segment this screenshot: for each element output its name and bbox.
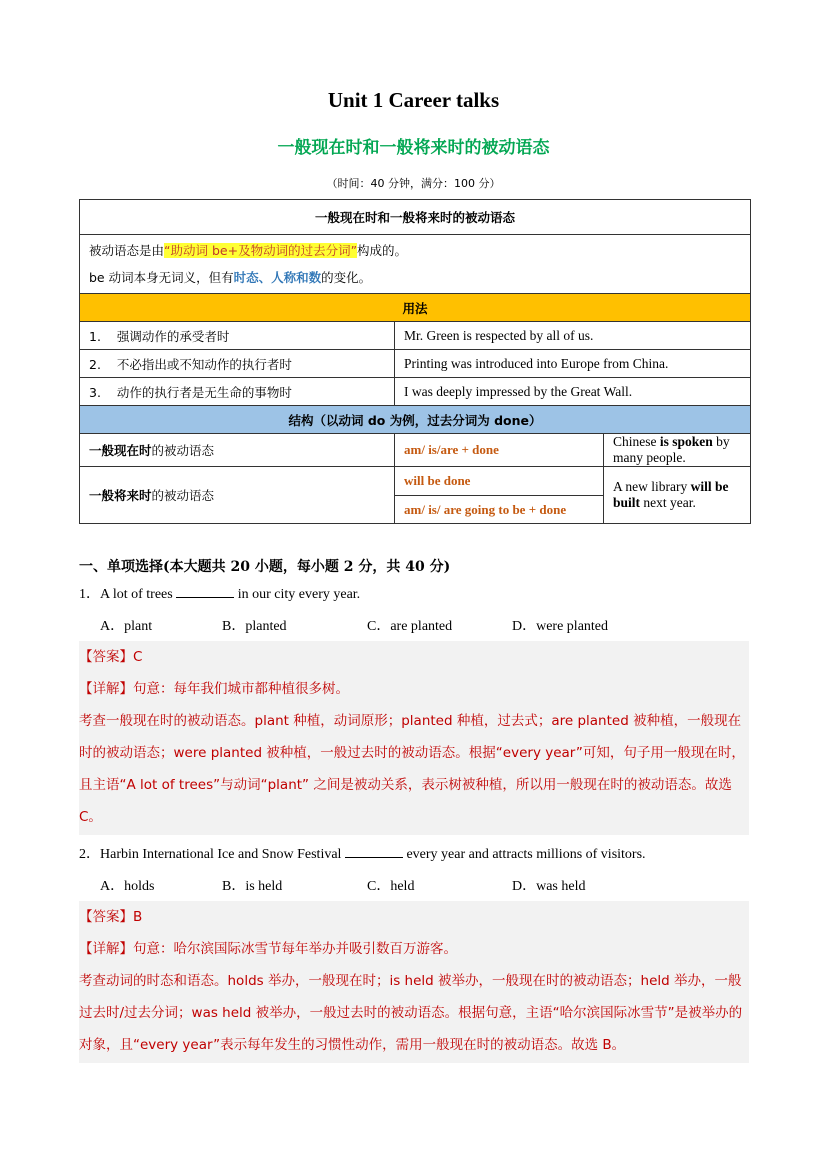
usage-example: Mr. Green is respected by all of us.	[395, 322, 751, 350]
future-label: 一般将来时的被动语态	[80, 467, 395, 524]
question-1-stem: 1．A lot of trees in our city every year.	[79, 587, 361, 602]
usage-row	[80, 378, 751, 406]
detail-line: 【详解】句意：哈尔滨国际冰雪节每年举办并吸引数百万游客。	[79, 941, 457, 957]
question-1-option-c[interactable]: C．are planted	[367, 619, 453, 634]
question-2-option-d[interactable]: D．was held	[512, 879, 586, 894]
page-title: Unit 1 Career talks	[327, 88, 500, 112]
time-info: （时间：40 分钟，满分：100 分）	[326, 177, 501, 190]
usage-text: 1. 强调动作的承受者时	[80, 322, 395, 350]
definition-blue-text: 时态、人称和数	[233, 270, 322, 285]
present-row	[80, 434, 751, 467]
answer-blank	[176, 585, 234, 598]
definition-highlight: “助动词 be+及物动词的过去分词”	[164, 243, 358, 258]
question-2-stem: 2．Harbin International Ice and Snow Festival every year and attracts millions of visitors.	[79, 847, 646, 862]
present-form: am/ is/are + done	[395, 434, 604, 467]
usage-header: 用法	[80, 294, 751, 322]
structure-header: 结构（以动词 do 为例，过去分词为 done）	[80, 406, 751, 434]
definition-cell	[80, 235, 751, 294]
question-2-option-c[interactable]: C．held	[367, 879, 415, 894]
usage-row	[80, 350, 751, 378]
present-label: 一般现在时的被动语态	[80, 434, 395, 467]
future-form-2: am/ is/ are going to be + done	[395, 496, 604, 524]
future-row	[80, 467, 751, 496]
table-title: 一般现在时和一般将来时的被动语态	[80, 200, 751, 235]
question-2-option-a[interactable]: A．holds	[100, 879, 155, 894]
answer-line: 【答案】B	[79, 909, 143, 925]
question-1-option-a[interactable]: A．plant	[100, 619, 153, 634]
question-1-option-d[interactable]: D．were planted	[512, 619, 609, 634]
answer-line: 【答案】C	[79, 649, 143, 665]
definition-line-2: be 动词本身无词义，但有时态、人称和数的变化。	[89, 270, 372, 285]
usage-row	[80, 322, 751, 350]
question-2-option-b[interactable]: B．is held	[222, 879, 283, 894]
present-example: Chinese is spoken by many people.	[604, 434, 751, 467]
usage-text: 2. 不必指出或不知动作的执行者时	[80, 350, 395, 378]
answer-blank	[345, 845, 403, 858]
explanation: 考查一般现在时的被动语态。plant 种植，动词原形；planted 种植，过去式；are planted 被种植，一般现在时的被动语态；were planted 被种植，一般过去时的被动语态。根据“every year”可知，句子用一般现在时，且主语“A lot of trees”与动词“plant” 之间是被动关系，表示树被种植，所以用一般现在时的被动语态。故选 C。	[79, 713, 745, 825]
page-subtitle: 一般现在时和一般将来时的被动语态	[277, 138, 550, 158]
future-form-1: will be done	[395, 467, 604, 496]
usage-example: I was deeply impressed by the Great Wall.	[395, 378, 751, 406]
detail-line: 【详解】句意：每年我们城市都种植很多树。	[79, 681, 349, 697]
question-2-answer-box	[79, 901, 749, 1063]
future-example: A new library will be built next year.	[604, 467, 751, 524]
definition-line-1: 被动语态是由“助动词 be+及物动词的过去分词”构成的。	[89, 243, 408, 258]
usage-text: 3. 动作的执行者是无生命的事物时	[80, 378, 395, 406]
explanation: 考查动词的时态和语态。holds 举办，一般现在时；is held 被举办，一般现在时的被动语态；held 举办，一般过去时/过去分词；was held 被举办，一般过去时的被动语态。根据句意，主语“哈尔滨国际冰雪节”是被举办的对象，且“every year”表示每年发生的习惯性动作，需用一般现在时的被动语态。故选 B。	[79, 973, 743, 1053]
question-1-answer-box	[79, 641, 749, 835]
grammar-table	[79, 199, 751, 524]
question-1-option-b[interactable]: B．planted	[222, 619, 287, 634]
section-heading: 一、单项选择(本大题共 20 小题，每小题 2 分，共 40 分)	[79, 559, 451, 575]
usage-example: Printing was introduced into Europe from China.	[395, 350, 751, 378]
